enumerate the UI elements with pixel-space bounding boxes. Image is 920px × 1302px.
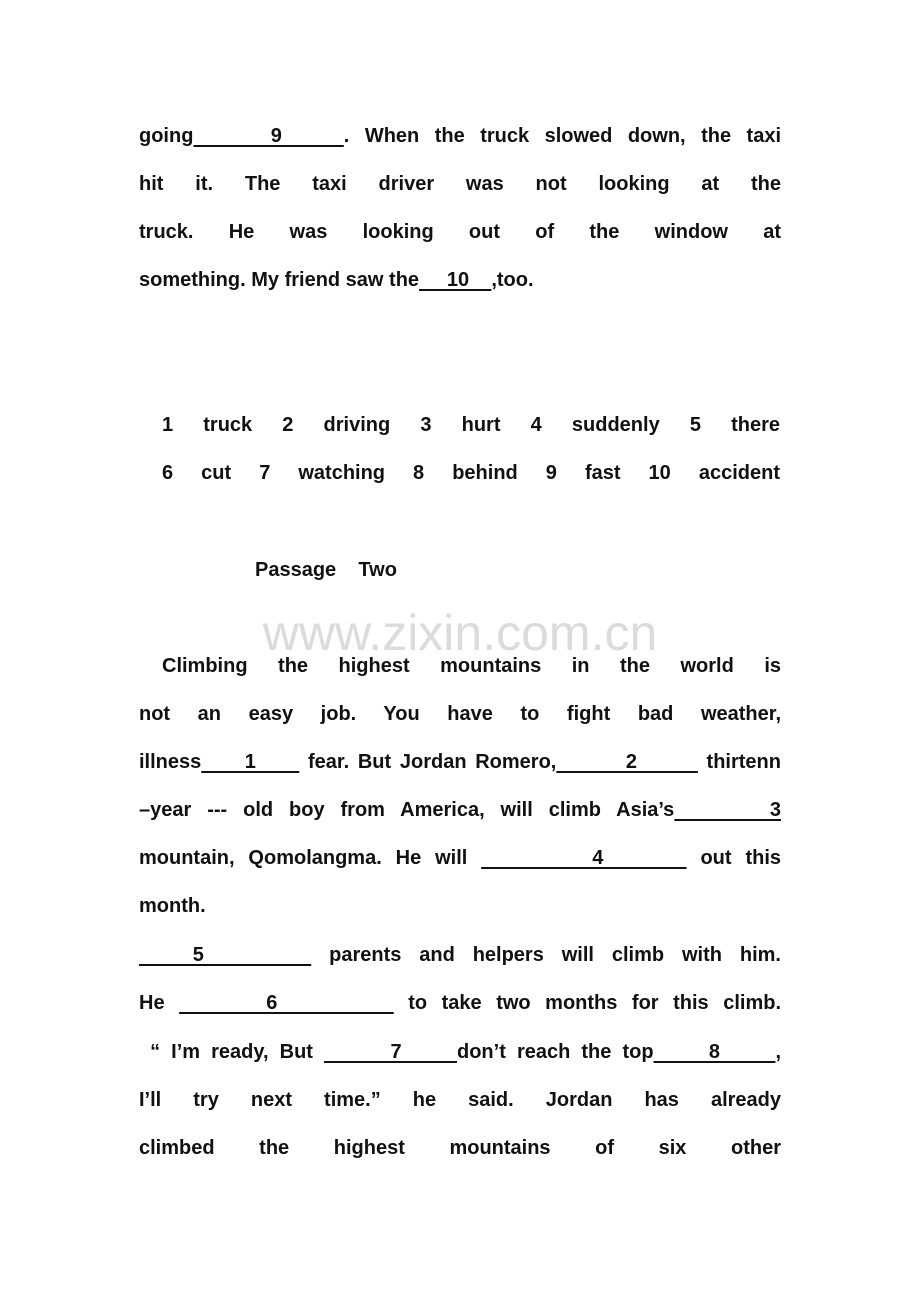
text: mountain, Qomolangma. He will 4 out this bbox=[139, 847, 781, 869]
passage-two-line-9 bbox=[139, 1040, 781, 1064]
passage-one-line-2 bbox=[139, 172, 781, 196]
text: something. My friend saw the 10 ,too. bbox=[139, 269, 534, 291]
passage-two-line-7 bbox=[139, 943, 781, 967]
text: truck. He was looking out of the window at bbox=[139, 221, 781, 243]
passage-one-line-1 bbox=[139, 124, 781, 148]
passage-two-line-11 bbox=[139, 1136, 781, 1160]
blank-marker: 10 bbox=[419, 269, 492, 291]
blank-marker: 4 bbox=[481, 847, 687, 869]
passage-one-line-4 bbox=[139, 268, 781, 292]
text: –year --- old boy from America, will climb Asia’s 3 bbox=[139, 799, 781, 821]
word-bank-row-2 bbox=[162, 461, 780, 485]
passage-two-line-4 bbox=[139, 798, 781, 822]
passage-two-line-1 bbox=[162, 654, 781, 678]
text: 6 cut 7 watching 8 behind 9 fast 10 accident bbox=[162, 462, 780, 484]
passage-two-line-3 bbox=[139, 750, 781, 774]
passage-two-line-2 bbox=[139, 702, 781, 726]
blank-marker: 2 bbox=[556, 751, 698, 773]
passage-two-line-8 bbox=[139, 991, 781, 1015]
blank-marker: 8 bbox=[653, 1041, 776, 1063]
blank-marker: 3 bbox=[674, 799, 781, 821]
blank-marker: 6 bbox=[179, 992, 394, 1014]
text: illness 1 fear. But Jordan Romero, 2 thirtenn bbox=[139, 751, 781, 773]
text: 5 parents and helpers will climb with him. bbox=[139, 944, 781, 966]
passage-two-line-10 bbox=[139, 1088, 781, 1112]
text: 1 truck 2 driving 3 hurt 4 suddenly 5 there bbox=[162, 414, 780, 436]
blank-marker: 1 bbox=[201, 751, 300, 773]
text: He 6 to take two months for this climb. bbox=[139, 992, 781, 1014]
text: “ I’m ready, But 7 don’t reach the top 8 , bbox=[139, 1041, 781, 1063]
passage-two-line-6 bbox=[139, 894, 781, 918]
text: I’ll try next time.” he said. Jordan has already bbox=[139, 1089, 781, 1111]
text: Climbing the highest mountains in the world is bbox=[162, 655, 781, 677]
blank-marker: 9 bbox=[193, 125, 344, 147]
watermark: www.zixin.com.cn bbox=[262, 605, 658, 661]
blank-marker: 5 bbox=[139, 944, 312, 966]
text: not an easy job. You have to fight bad weather, bbox=[139, 703, 781, 725]
passage-two-heading: Passage Two bbox=[255, 559, 397, 581]
text: month. bbox=[139, 895, 206, 917]
blank-marker: 7 bbox=[324, 1041, 457, 1063]
passage-one-line-3 bbox=[139, 220, 781, 244]
passage-two-line-5 bbox=[139, 846, 781, 870]
word-bank-row-1 bbox=[162, 413, 780, 437]
text: going 9 . When the truck slowed down, the taxi bbox=[139, 125, 781, 147]
text: climbed the highest mountains of six other bbox=[139, 1137, 781, 1159]
text: hit it. The taxi driver was not looking at the bbox=[139, 173, 781, 195]
